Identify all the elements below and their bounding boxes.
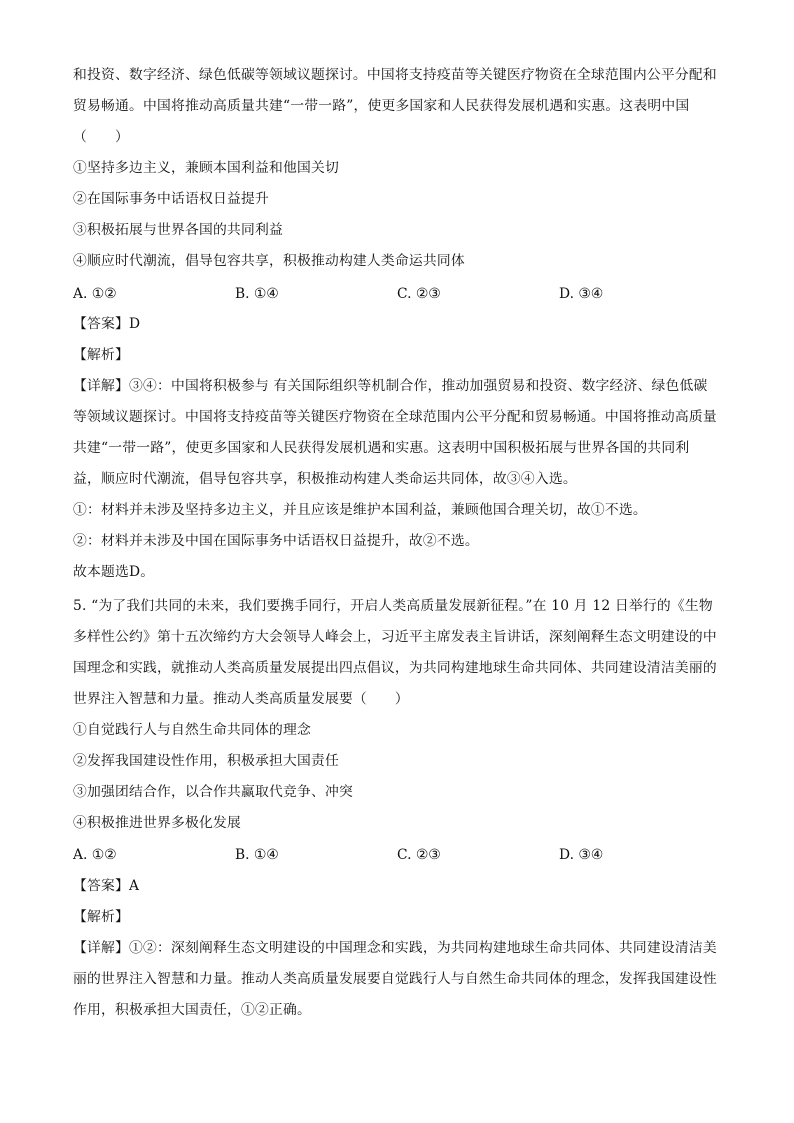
explanation-1: ①：材料并未涉及坚持多边主义，并且应该是维护本国利益，兼顾他国合理关切，故①不选。 [73,502,647,518]
option-c: C. ②③ [397,286,441,302]
option-b: B. ①④ [235,286,279,302]
question-4-stem: 和投资、数字经济、绿色低碳等领域议题探讨。中国将支持疫苗等关键医疗物资在全球范围内公平分配和 [73,67,717,83]
detailed-explanation: 作用，积极承担大国责任，①②正确。 [73,1002,311,1018]
answer-blank: （ ） [73,129,129,145]
question-5-stem: 世界注入智慧和力量。推动人类高质量发展要（ ） [73,691,409,707]
statement-1: ①坚持多边主义，兼顾本国利益和他国关切 [73,160,339,176]
detailed-explanation: 【详解】③④：中国将积极参与 有关国际组织等机制合作，推动加强贸易和投资、数字经济、绿色低碳 [73,378,708,394]
statement-2: ②发挥我国建设性作用，积极承担大国责任 [73,753,339,769]
statement-3: ③加强团结合作，以合作共赢取代竞争、冲突 [73,784,353,800]
option-d: D. ③④ [559,847,604,863]
option-b: B. ①④ [235,847,279,863]
option-c: C. ②③ [397,847,441,863]
question-5-options [73,845,723,865]
statement-1: ①自觉践行人与自然生命共同体的理念 [73,722,311,738]
detailed-explanation: 丽的世界注入智慧和力量。推动人类高质量发展要自觉践行人与自然生命共同体的理念，发挥我国建设性 [73,971,717,987]
answer-line: 【答案】A [73,878,140,894]
analysis-heading: 【解析】 [73,909,129,925]
statement-4: ④顺应时代潮流，倡导包容共享，积极推动构建人类命运共同体 [73,253,465,269]
explanation-2: ②：材料并未涉及中国在国际事务中话语权日益提升，故②不选。 [73,533,479,549]
question-4-stem: 贸易畅通。中国将推动高质量共建“一带一路”，使更多国家和人民获得发展机遇和实惠。这表明中国 [73,98,690,114]
question-5-stem: 5. “为了我们共同的未来，我们要携手同行，开启人类高质量发展新征程。”在 10 月 12 日举行的《生物 [73,598,713,614]
detailed-explanation: 益，顺应时代潮流，倡导包容共享，积极推动构建人类命运共同体，故③④入选。 [73,471,577,487]
detailed-explanation: 【详解】①②：深刻阐释生态文明建设的中国理念和实践，为共同构建地球生命共同体、共同建设清洁美 [73,940,717,956]
question-4-options [73,284,723,304]
option-a: A. ①② [73,847,117,863]
analysis-heading: 【解析】 [73,347,129,363]
question-5-stem: 国理念和实践，就推动人类高质量发展提出四点倡议，为共同构建地球生命共同体、共同建设清洁美丽的 [73,660,717,676]
question-5-stem: 多样性公约》第十五次缔约方大会领导人峰会上，习近平主席发表主旨讲话，深刻阐释生态文明建设的中 [73,629,717,645]
statement-4: ④积极推进世界多极化发展 [73,815,241,831]
statement-2: ②在国际事务中话语权日益提升 [73,191,269,207]
answer-line: 【答案】D [73,316,141,332]
option-a: A. ①② [73,286,117,302]
detailed-explanation: 共建“一带一路”，使更多国家和人民获得发展机遇和实惠。这表明中国积极拓展与世界各国的共同利 [73,440,690,456]
option-d: D. ③④ [559,286,604,302]
conclusion-line: 故本题选D。 [73,564,155,580]
detailed-explanation: 等领域议题探讨。中国将支持疫苗等关键医疗物资在全球范围内公平分配和贸易畅通。中国将推动高质量 [73,409,717,425]
statement-3: ③积极拓展与世界各国的共同利益 [73,222,283,238]
